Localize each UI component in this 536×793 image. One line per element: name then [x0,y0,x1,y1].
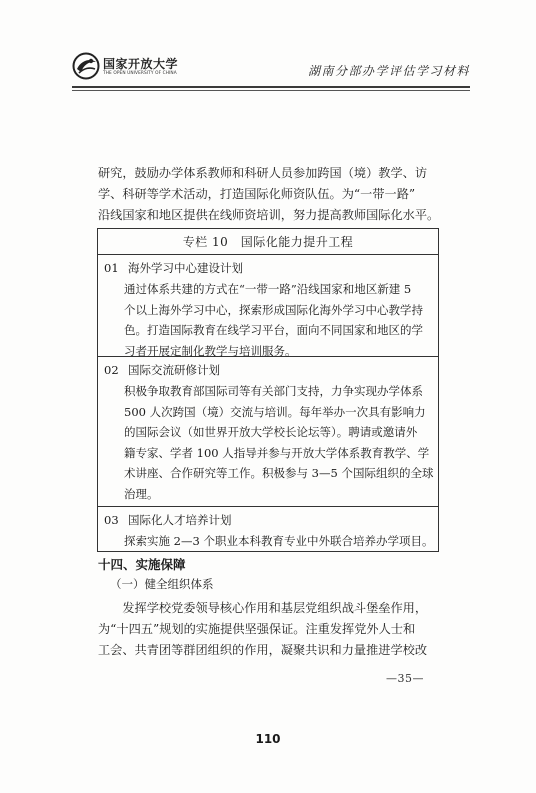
text-line: 术讲座、合作研究等工作。积极参与 3—5 个国际组织的全球 [124,466,434,480]
text-line: 发挥学校党委领导核心作用和基层党组织战斗堡垒作用， [98,601,428,615]
text-line: 工会、共青团等群团组织的作用，凝聚共识和力量推进学校改 [98,643,428,657]
section-body [124,381,434,504]
header-rule [72,86,470,88]
section-heading [104,259,243,277]
text-line: 500 人次跨国（境）交流与培训。每年举办一次具有影响力 [124,404,426,419]
section-number: 02 [104,363,119,377]
text-line: 通过体系共建的方式在“一带一路”沿线国家和地区新建 5 [124,282,412,296]
body-paragraph [98,598,438,661]
section-body [124,531,434,552]
text-line: 研究，鼓励办学体系教师和科研人员参加跨国（境）教学、访 [98,166,428,180]
inner-page-number: —35— [386,672,424,685]
box-section [98,357,438,507]
logo-chinese-text: 国家开放大学 [103,57,179,71]
text-line: 治理。 [124,486,159,501]
section-title: 国际化人才培养计划 [128,513,232,527]
section-body [124,279,434,361]
text-line: 籍专家、学者 100 人指导并参与开放大学体系教育教学、学 [124,445,430,460]
section-title: 国际交流研修计划 [128,363,220,377]
text-line: 为“十四五”规划的实施提供坚强保证。注重发挥党外人士和 [98,622,416,636]
text-line: 沿线国家和地区提供在线师资培训，努力提高教师国际化水平。 [98,208,440,222]
logo-english-text: THE OPEN UNIVERSITY OF CHINA [103,71,177,76]
section-number: 03 [104,513,119,527]
running-title: 湖南分部办学评估学习材料 [307,64,470,78]
section-title: 海外学习中心建设计划 [128,261,243,275]
box-section [98,507,438,553]
text-line: 积极争取教育部国际司等有关部门支持，力争实现办学体系 [124,384,423,398]
text-line: 学、科研等学术活动，打造国际化师资队伍。为“一带一路” [98,187,416,201]
subsection-heading: （一）健全组织体系 [110,577,214,591]
header-rule-thin [72,90,470,91]
ouc-emblem-icon [72,52,100,80]
section-heading-main: 十四、实施保障 [98,557,186,572]
intro-paragraph [98,163,438,226]
text-line: 的国际会议（如世界开放大学校长论坛等）。聘请或邀请外 [124,425,418,439]
text-line: 个以上海外学习中心，探索形成国际化海外学习中心教学持 [124,302,423,317]
page-number: 110 [255,732,281,746]
university-logo [72,52,192,84]
text-line: 习者开展定制化教学与培训服务。 [124,343,297,358]
feature-box-table [97,228,439,552]
section-heading [104,511,232,529]
box-title: 专栏 10 国际化能力提升工程 [98,229,438,255]
text-line: 探索实施 2—3 个职业本科教育专业中外联合培养办学项目。 [124,534,434,548]
page-header [72,50,470,90]
text-line: 色。打造国际教育在线学习平台，面向不同国家和地区的学 [124,323,423,337]
box-section [98,255,438,357]
section-number: 01 [104,261,119,275]
section-heading [104,361,220,379]
